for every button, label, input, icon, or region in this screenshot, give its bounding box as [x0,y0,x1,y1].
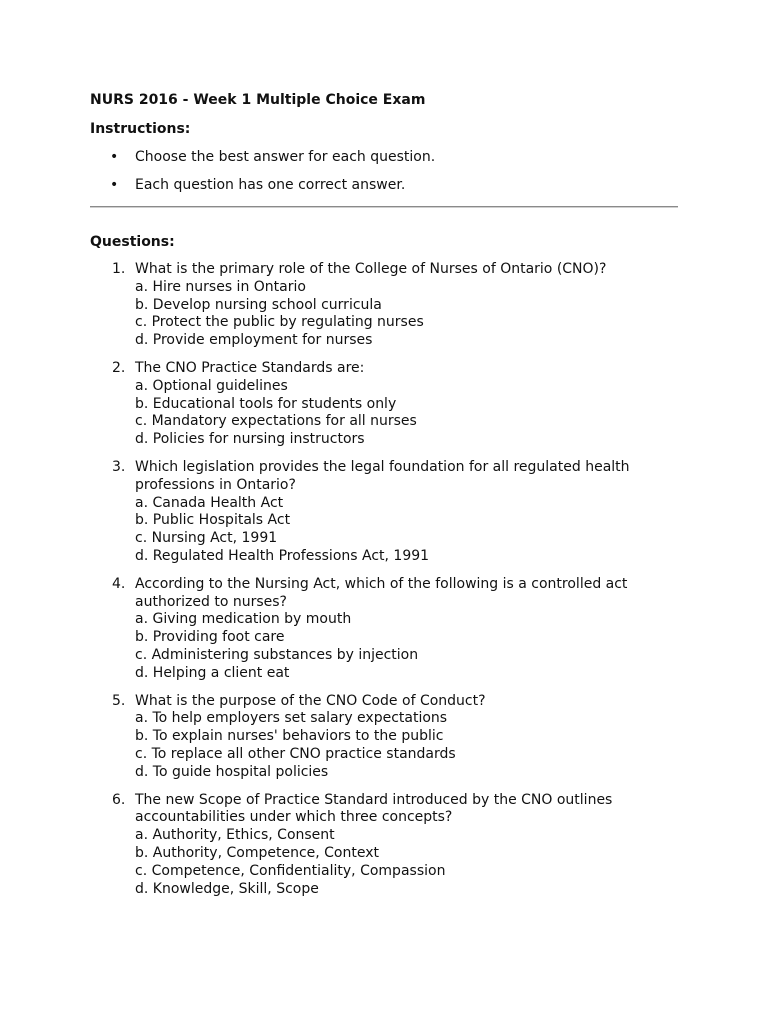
answer-option: a. Canada Health Act [135,494,284,511]
question-item [90,576,650,683]
answer-option: a. To help employers set salary expectations [135,710,448,727]
instruction-item [90,176,435,194]
question-item [90,261,650,350]
answer-option: d. To guide hospital policies [135,763,329,780]
question-number: 5. [112,692,126,709]
instructions-list [90,148,435,204]
question-number: 2. [112,359,126,376]
answer-option: b. Public Hospitals Act [135,512,291,529]
instruction-item [90,148,435,166]
question-item [90,360,650,449]
answer-option: b. Develop nursing school curricula [135,296,382,313]
answer-option: d. Policies for nursing instructors [135,431,365,448]
instruction-text: Choose the best answer for each question. [135,149,436,165]
question-text: Which legislation provides the legal foundation for all regulated health professions in Ontario? [135,458,630,493]
bullet-icon: • [110,149,119,165]
horizontal-divider [90,206,678,208]
question-item [90,459,650,566]
answer-option: d. Provide employment for nurses [135,332,373,349]
answer-option: a. Giving medication by mouth [135,611,352,628]
question-text: What is the primary role of the College of Nurses of Ontario (CNO)? [135,261,607,277]
answer-option: d. Helping a client eat [135,664,290,681]
instructions-heading: Instructions: [90,121,191,137]
answer-option: c. Protect the public by regulating nurses [135,314,424,331]
answer-option: c. To replace all other CNO practice standards [135,745,456,762]
answer-option: c. Administering substances by injection [135,646,419,663]
question-number: 4. [112,575,126,592]
answer-option: b. To explain nurses' behaviors to the public [135,728,444,745]
question-number: 3. [112,458,126,475]
bullet-icon: • [110,177,119,193]
answer-option: c. Competence, Confidentiality, Compassion [135,862,446,879]
answer-option: b. Providing foot care [135,629,285,646]
document-title: NURS 2016 - Week 1 Multiple Choice Exam [90,92,426,108]
answer-option: d. Regulated Health Professions Act, 1991 [135,547,430,564]
answer-option: b. Authority, Competence, Context [135,844,379,861]
question-text: What is the purpose of the CNO Code of Conduct? [135,692,486,709]
question-text: The CNO Practice Standards are: [135,359,365,376]
answer-option: a. Authority, Ethics, Consent [135,827,335,844]
questions-list [90,261,650,908]
instruction-text: Each question has one correct answer. [135,177,406,193]
question-item [90,693,650,782]
question-text: The new Scope of Practice Standard introduced by the CNO outlines accountabilities under which three concepts? [135,791,613,826]
question-item [90,792,650,899]
answer-option: a. Optional guidelines [135,377,288,394]
answer-option: c. Mandatory expectations for all nurses [135,413,417,430]
question-number: 1. [112,261,126,277]
answer-option: a. Hire nurses in Ontario [135,278,306,295]
answer-option: d. Knowledge, Skill, Scope [135,880,319,897]
answer-option: b. Educational tools for students only [135,395,397,412]
question-number: 6. [112,791,126,808]
question-text: According to the Nursing Act, which of the following is a controlled act authorized to nurses? [135,575,628,610]
questions-heading: Questions: [90,234,175,250]
answer-option: c. Nursing Act, 1991 [135,530,278,547]
